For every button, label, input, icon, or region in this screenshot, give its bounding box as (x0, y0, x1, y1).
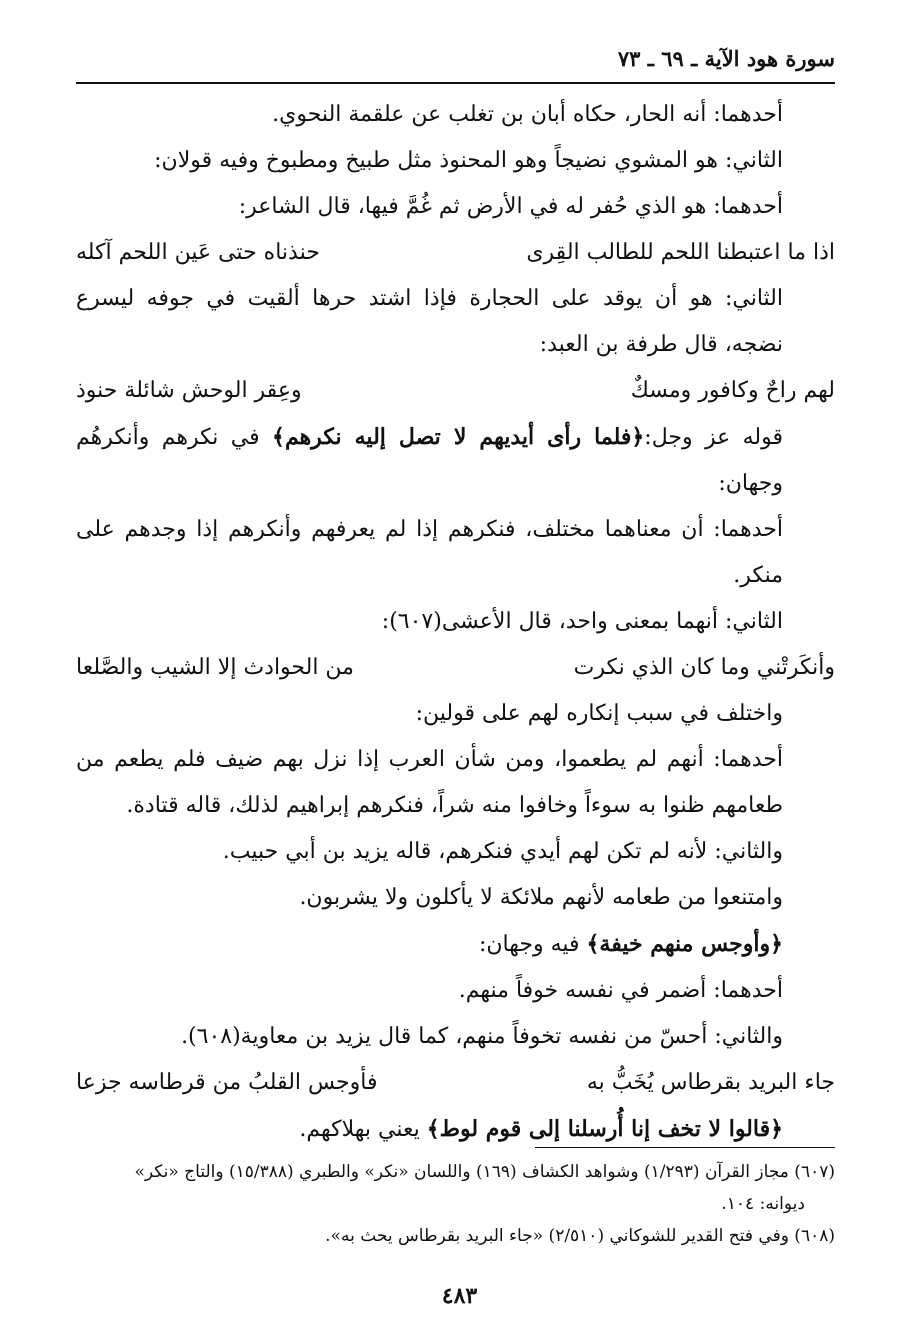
poetry-verse (76, 368, 835, 414)
paragraph: أحدهما: أنهم لم يطعموا، ومن شأن العرب إذا نزل بهم ضيف فلم يطعم من طعامهم ظنوا به سوءاً وخافوا منه شراً، فنكرهم إبراهيم لذلك، قاله قتادة. (76, 747, 783, 818)
paragraph (76, 414, 835, 507)
text-run: في نكرهم وأنكرهُم وجهان: (76, 425, 783, 496)
footnote-rule (535, 1147, 835, 1148)
footnote-608: (٦٠٨) وفي فتح القدير للشوكاني (٢/٥١٠) «جاء البريد بقرطاس يحث به». (325, 1226, 835, 1246)
poetry-verse (76, 230, 835, 276)
quran-quote: ﴿وأوجس منهم خيفة﴾ (586, 931, 783, 957)
paragraph: أحدهما: أن معناهما مختلف، فنكرهم إذا لم يعرفهم وأنكرهم إذا وجدهم على منكر. (76, 517, 783, 588)
text-run: قوله عز وجل: (644, 425, 783, 450)
main-text (76, 92, 835, 1153)
verse-first-hemistich: جاء البريد بقرطاس يُخَبُّ به (586, 1070, 835, 1095)
verse-second-hemistich: من الحوادث إلا الشيب والصَّلعا (76, 655, 354, 680)
paragraph: أحدهما: أضمر في نفسه خوفاً منهم. (458, 978, 783, 1003)
paragraph: الثاني: أنهما بمعنى واحد، قال الأعشى(٦٠٧): (381, 609, 783, 634)
paragraph: واختلف في سبب إنكاره لهم على قولين: (415, 701, 783, 726)
header-rule (76, 82, 835, 84)
paragraph: والثاني: أحسّ من نفسه تخوفاً منهم، كما قال يزيد بن معاوية(٦٠٨). (181, 1024, 783, 1049)
poetry-verse (76, 1060, 835, 1106)
verse-first-hemistich: اذا ما اعتبطنا اللحم للطالب القِرى (526, 240, 835, 265)
paragraph: أحدهما: أنه الحار، حكاه أبان بن تغلب عن علقمة النحوي. (272, 102, 783, 127)
quran-quote: ﴿قالوا لا تخف إنا أُرسلنا إلى قوم لوط﴾ (426, 1116, 783, 1142)
text-run: فيه وجهان: (478, 932, 587, 957)
verse-second-hemistich: حنذناه حتى عَين اللحم آكله (76, 240, 320, 265)
poetry-verse (76, 645, 835, 691)
verse-second-hemistich: فأوجس القلبُ من قرطاسه جزعا (76, 1070, 378, 1095)
quran-quote: ﴿فلما رأى أيديهم لا تصل إليه نكرهم﴾ (272, 424, 645, 450)
page-number: ٤٨٣ (441, 1283, 478, 1309)
footnotes (76, 1156, 835, 1252)
verse-first-hemistich: وأنكَرتْني وما كان الذي نكرت (573, 655, 835, 680)
paragraph: أحدهما: هو الذي حُفر له في الأرض ثم غُمَّ فيها، قال الشاعر: (238, 194, 783, 219)
paragraph: الثاني: هو أن يوقد على الحجارة فإذا اشتد حرها ألقيت في جوفه ليسرع نضجه، قال طرفة بن العبد: (76, 286, 783, 357)
footnote-607: (٦٠٧) مجاز القرآن (١/٢٩٣) وشواهد الكشاف (١٦٩) واللسان «نكر» والطبري (١٥/٣٨٨) والتاج «نكر» (134, 1162, 835, 1182)
text-run: يعني بهلاكهم. (299, 1117, 427, 1142)
paragraph: الثاني: هو المشوي نضيجاً وهو المحنوذ مثل طبيخ ومطبوخ وفيه قولان: (154, 148, 783, 173)
verse-second-hemistich: وعِقر الوحش شائلة حنوذ (76, 378, 302, 403)
verse-first-hemistich: لهم راحٌ وكافور ومسكٌ (630, 378, 835, 403)
paragraph: وامتنعوا من طعامه لأنهم ملائكة لا يأكلون ولا يشربون. (299, 885, 783, 910)
paragraph: والثاني: لأنه لم تكن لهم أيدي فنكرهم، قاله يزيد بن أبي حبيب. (222, 839, 783, 864)
running-header: سورة هود الآية ـ ٦٩ ـ ٧٣ (617, 46, 835, 71)
paragraph (76, 921, 835, 968)
paragraph (76, 1106, 835, 1153)
footnote-607-continued: ديوانه: ١٠٤. (721, 1194, 805, 1214)
